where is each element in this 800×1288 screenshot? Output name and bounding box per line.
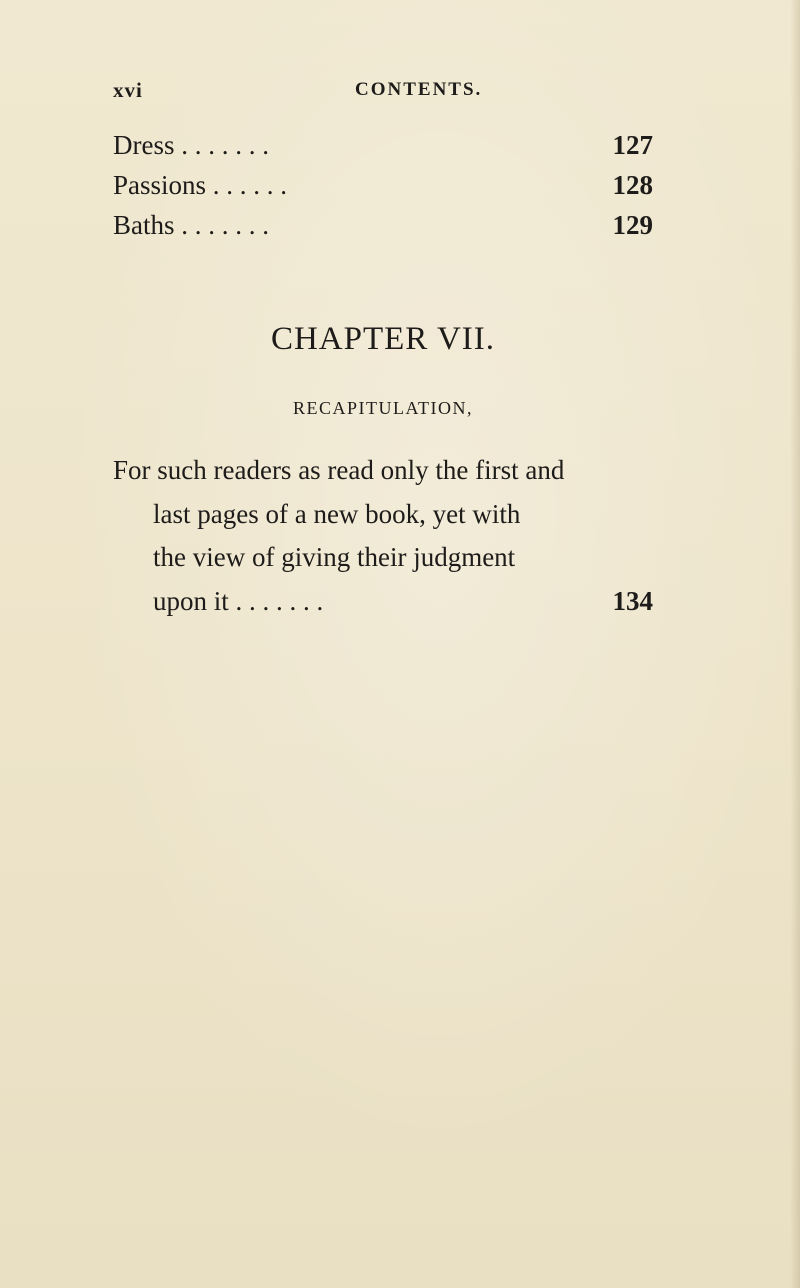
running-head-title: CONTENTS. — [355, 79, 483, 100]
toc-entry-label — [113, 170, 287, 201]
chapter-description-last-line — [153, 586, 653, 626]
chapter-heading: CHAPTER VII. — [270, 321, 496, 357]
toc-entry-label — [113, 210, 269, 241]
chapter-description-line: For such readers as read only the first and — [113, 455, 565, 485]
page-folio: xvi — [113, 78, 143, 102]
page-edge-shadow — [790, 0, 800, 1288]
toc-entry-passions — [113, 170, 653, 210]
chapter-description-line: last pages of a new book, yet with — [153, 499, 521, 529]
toc-entry-page: 134 — [612, 586, 653, 616]
toc-entry-leader: . . . . . . . — [174, 130, 269, 160]
toc-entry-leader: . . . . . . . — [174, 210, 270, 240]
toc-entry-baths — [113, 210, 653, 250]
chapter-description-line: the view of giving their judgment — [153, 542, 516, 572]
chapter-subtitle: RECAPITULATION, — [293, 398, 473, 418]
toc-entry-label — [113, 130, 269, 161]
toc-entry-leader: . . . . . . — [206, 170, 288, 200]
toc-entry-title: Baths — [113, 210, 175, 240]
toc-entry-title: Passions — [113, 170, 207, 200]
toc-entry-page: 127 — [612, 130, 653, 160]
toc-entry-label — [153, 586, 323, 617]
toc-entry-title: Dress — [113, 130, 175, 160]
toc-entry-leader: . . . . . . . — [228, 586, 324, 616]
toc-entry-dress — [113, 130, 653, 170]
toc-entry-page: 128 — [612, 170, 653, 200]
running-head — [113, 78, 653, 104]
toc-entry-title: upon it — [153, 586, 229, 616]
toc-entry-page: 129 — [612, 210, 653, 240]
